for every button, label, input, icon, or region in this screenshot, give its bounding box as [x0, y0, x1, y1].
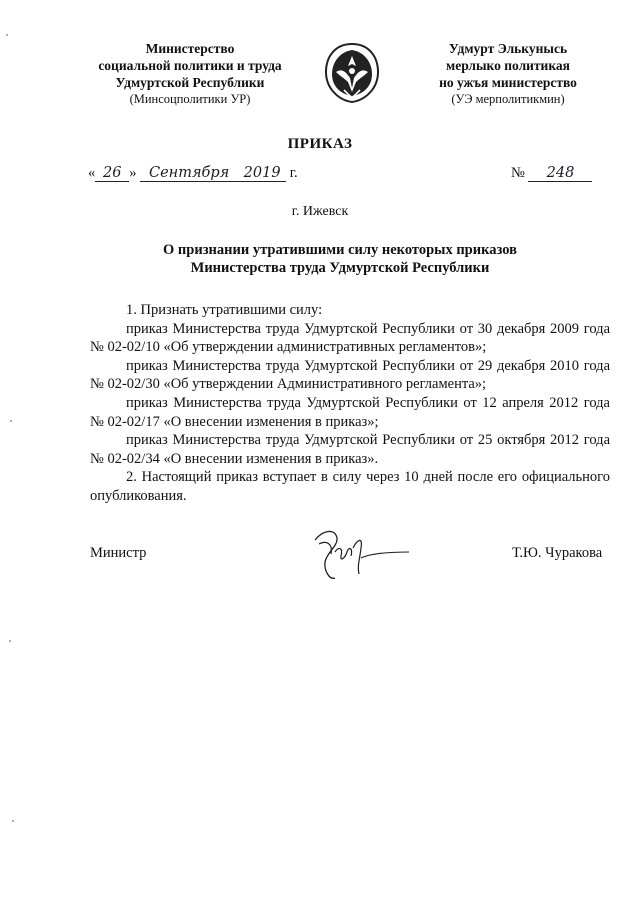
date-open-quote: «	[88, 165, 96, 181]
signatory-position: Министр	[90, 545, 147, 561]
ministry-name-line2: социальной политики и труда	[98, 58, 282, 73]
order-number-value: 248	[528, 166, 592, 182]
order-body	[90, 301, 610, 506]
scan-speck	[6, 34, 8, 36]
date-year: 2019	[238, 166, 286, 182]
scan-speck	[10, 420, 12, 422]
body-paragraph: 1. Признать утратившими силу:	[126, 302, 323, 318]
body-paragraph: приказ Министерства труда Удмуртской Республики от 30 декабря 2009 года № 02-02/10 «Об утверждении административных регламентов»;	[90, 320, 610, 356]
city: г. Ижевск	[291, 204, 349, 219]
body-paragraph: 2. Настоящий приказ вступает в силу через 10 дней после его официального опубликования.	[90, 469, 610, 504]
date-month: Сентября	[140, 166, 238, 182]
date-suffix: г.	[289, 165, 298, 181]
ministry-udmurt-line2: мерлыко политикая	[446, 58, 570, 73]
order-number	[511, 165, 592, 182]
scan-speck	[12, 820, 14, 822]
document-type-title: ПРИКАЗ	[287, 136, 353, 152]
udmurtia-emblem-icon	[322, 42, 382, 104]
body-paragraph: приказ Министерства труда Удмуртской Республики от 25 октября 2012 года № 02-02/34 «О внесении изменения в приказ».	[90, 432, 610, 467]
body-paragraph: приказ Министерства труда Удмуртской Республики от 29 декабря 2010 года № 02-02/30 «Об утверждении Административного регламента»;	[90, 357, 610, 393]
ministry-short-name: (Минсоцполитики УР)	[129, 92, 251, 106]
ministry-header-udmurt	[398, 40, 618, 108]
subject-line1: О признании утратившими силу некоторых приказов	[163, 242, 517, 258]
handwritten-signature	[305, 518, 415, 588]
order-subject	[100, 241, 580, 277]
date-close-quote: »	[129, 165, 137, 181]
ministry-name-line3: Удмуртской Республики	[115, 75, 265, 90]
order-date	[88, 165, 298, 182]
ministry-name-line1: Министерство	[145, 41, 235, 56]
date-day: 26	[95, 166, 129, 182]
scan-speck	[9, 640, 11, 642]
ministry-header-russian	[85, 40, 295, 108]
ministry-udmurt-line3: но ужъя министерство	[439, 75, 577, 90]
body-paragraph: приказ Министерства труда Удмуртской Республики от 12 апреля 2012 года № 02-02/17 «О внесении изменения в приказ»;	[90, 394, 610, 430]
order-number-label: №	[511, 165, 525, 181]
ministry-udmurt-line1: Удмурт Элькунысь	[448, 41, 568, 56]
subject-line2: Министерства труда Удмуртской Республики	[190, 260, 490, 276]
ministry-udmurt-short-name: (УЭ мерполитикмин)	[451, 92, 565, 106]
signatory-name: Т.Ю. Чуракова	[512, 545, 603, 561]
